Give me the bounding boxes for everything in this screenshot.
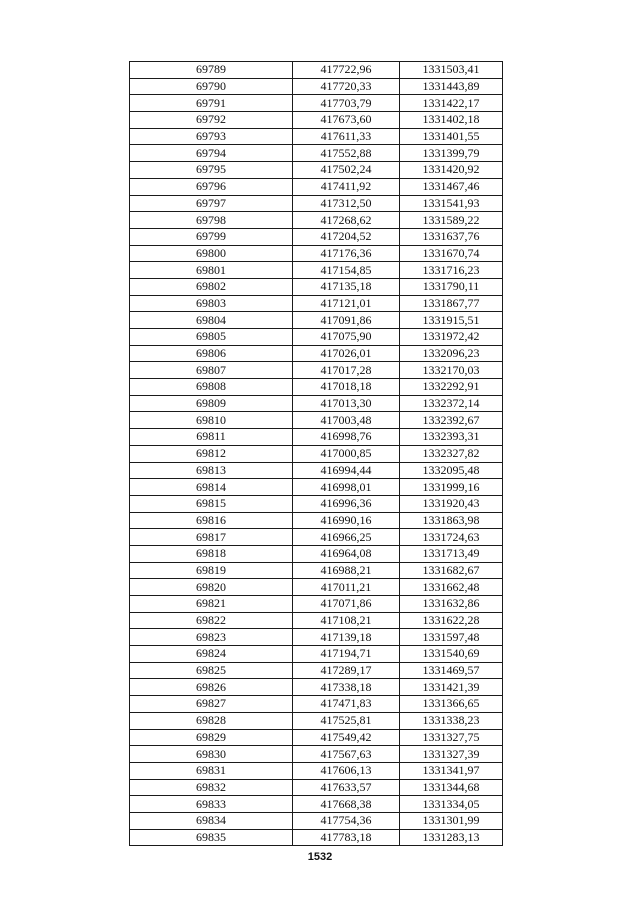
x-coordinate-cell: 417703,79 (293, 95, 400, 112)
y-coordinate-cell: 1331541,93 (400, 195, 503, 212)
x-coordinate-cell: 417471,83 (293, 696, 400, 713)
y-coordinate-cell: 1331540,69 (400, 646, 503, 663)
table-row (130, 145, 503, 162)
y-coordinate-cell: 1331334,05 (400, 796, 503, 813)
y-coordinate-cell: 1331662,48 (400, 579, 503, 596)
point-number-cell: 69789 (130, 62, 293, 79)
point-number-cell: 69827 (130, 696, 293, 713)
x-coordinate-cell: 417673,60 (293, 112, 400, 129)
table-row (130, 779, 503, 796)
y-coordinate-cell: 1331637,76 (400, 228, 503, 245)
point-number-cell: 69830 (130, 746, 293, 763)
y-coordinate-cell: 1332292,91 (400, 379, 503, 396)
point-number-cell: 69804 (130, 312, 293, 329)
point-number-cell: 69797 (130, 195, 293, 212)
x-coordinate-cell: 417783,18 (293, 829, 400, 846)
x-coordinate-cell: 417502,24 (293, 162, 400, 179)
table-row (130, 395, 503, 412)
x-coordinate-cell: 417289,17 (293, 662, 400, 679)
x-coordinate-cell: 417176,36 (293, 245, 400, 262)
y-coordinate-cell: 1331999,16 (400, 479, 503, 496)
table-row (130, 362, 503, 379)
table-row (130, 545, 503, 562)
table-row (130, 178, 503, 195)
y-coordinate-cell: 1331467,46 (400, 178, 503, 195)
y-coordinate-cell: 1331301,99 (400, 812, 503, 829)
y-coordinate-cell: 1332096,23 (400, 345, 503, 362)
x-coordinate-cell: 417108,21 (293, 612, 400, 629)
y-coordinate-cell: 1331338,23 (400, 712, 503, 729)
y-coordinate-cell: 1331713,49 (400, 545, 503, 562)
point-number-cell: 69800 (130, 245, 293, 262)
point-number-cell: 69812 (130, 445, 293, 462)
table-row (130, 712, 503, 729)
point-number-cell: 69814 (130, 479, 293, 496)
coordinates-table (129, 61, 503, 846)
x-coordinate-cell: 417121,01 (293, 295, 400, 312)
x-coordinate-cell: 417018,18 (293, 379, 400, 396)
point-number-cell: 69798 (130, 212, 293, 229)
y-coordinate-cell: 1331915,51 (400, 312, 503, 329)
table-row (130, 479, 503, 496)
table-row (130, 729, 503, 746)
y-coordinate-cell: 1331420,92 (400, 162, 503, 179)
y-coordinate-cell: 1331421,39 (400, 679, 503, 696)
table-row (130, 646, 503, 663)
point-number-cell: 69809 (130, 395, 293, 412)
x-coordinate-cell: 417312,50 (293, 195, 400, 212)
point-number-cell: 69808 (130, 379, 293, 396)
table-row (130, 162, 503, 179)
table-row (130, 245, 503, 262)
point-number-cell: 69831 (130, 762, 293, 779)
x-coordinate-cell: 417154,85 (293, 262, 400, 279)
x-coordinate-cell: 417754,36 (293, 812, 400, 829)
table-row (130, 812, 503, 829)
x-coordinate-cell: 417091,86 (293, 312, 400, 329)
table-row (130, 329, 503, 346)
y-coordinate-cell: 1332392,67 (400, 412, 503, 429)
point-number-cell: 69813 (130, 462, 293, 479)
y-coordinate-cell: 1331670,74 (400, 245, 503, 262)
x-coordinate-cell: 417003,48 (293, 412, 400, 429)
table-row (130, 462, 503, 479)
table-row (130, 345, 503, 362)
point-number-cell: 69829 (130, 729, 293, 746)
point-number-cell: 69832 (130, 779, 293, 796)
x-coordinate-cell: 417611,33 (293, 128, 400, 145)
table-row (130, 612, 503, 629)
table-row (130, 445, 503, 462)
table-row (130, 596, 503, 613)
table-row (130, 62, 503, 79)
table-row (130, 412, 503, 429)
y-coordinate-cell: 1331863,98 (400, 512, 503, 529)
point-number-cell: 69818 (130, 545, 293, 562)
table-row (130, 78, 503, 95)
point-number-cell: 69817 (130, 529, 293, 546)
y-coordinate-cell: 1331920,43 (400, 495, 503, 512)
x-coordinate-cell: 416998,01 (293, 479, 400, 496)
point-number-cell: 69822 (130, 612, 293, 629)
x-coordinate-cell: 417026,01 (293, 345, 400, 362)
table-row (130, 696, 503, 713)
x-coordinate-cell: 417268,62 (293, 212, 400, 229)
point-number-cell: 69821 (130, 596, 293, 613)
x-coordinate-cell: 417194,71 (293, 646, 400, 663)
point-number-cell: 69824 (130, 646, 293, 663)
x-coordinate-cell: 417668,38 (293, 796, 400, 813)
table-row (130, 796, 503, 813)
y-coordinate-cell: 1331422,17 (400, 95, 503, 112)
table-row (130, 662, 503, 679)
y-coordinate-cell: 1331366,65 (400, 696, 503, 713)
point-number-cell: 69811 (130, 429, 293, 446)
point-number-cell: 69805 (130, 329, 293, 346)
x-coordinate-cell: 416998,76 (293, 429, 400, 446)
point-number-cell: 69810 (130, 412, 293, 429)
table-row (130, 295, 503, 312)
x-coordinate-cell: 417075,90 (293, 329, 400, 346)
x-coordinate-cell: 417525,81 (293, 712, 400, 729)
y-coordinate-cell: 1332327,82 (400, 445, 503, 462)
y-coordinate-cell: 1331327,39 (400, 746, 503, 763)
table-row (130, 312, 503, 329)
y-coordinate-cell: 1331341,97 (400, 762, 503, 779)
x-coordinate-cell: 417071,86 (293, 596, 400, 613)
y-coordinate-cell: 1331716,23 (400, 262, 503, 279)
y-coordinate-cell: 1331401,55 (400, 128, 503, 145)
table-row (130, 429, 503, 446)
table-row (130, 829, 503, 846)
y-coordinate-cell: 1331402,18 (400, 112, 503, 129)
x-coordinate-cell: 417135,18 (293, 278, 400, 295)
x-coordinate-cell: 417549,42 (293, 729, 400, 746)
y-coordinate-cell: 1331632,86 (400, 596, 503, 613)
x-coordinate-cell: 417017,28 (293, 362, 400, 379)
y-coordinate-cell: 1331399,79 (400, 145, 503, 162)
x-coordinate-cell: 416994,44 (293, 462, 400, 479)
x-coordinate-cell: 416966,25 (293, 529, 400, 546)
x-coordinate-cell: 417567,63 (293, 746, 400, 763)
point-number-cell: 69792 (130, 112, 293, 129)
x-coordinate-cell: 416996,36 (293, 495, 400, 512)
point-number-cell: 69807 (130, 362, 293, 379)
table-row (130, 262, 503, 279)
point-number-cell: 69835 (130, 829, 293, 846)
point-number-cell: 69791 (130, 95, 293, 112)
y-coordinate-cell: 1331503,41 (400, 62, 503, 79)
x-coordinate-cell: 417633,57 (293, 779, 400, 796)
x-coordinate-cell: 416964,08 (293, 545, 400, 562)
table-row (130, 379, 503, 396)
x-coordinate-cell: 417013,30 (293, 395, 400, 412)
table-row (130, 128, 503, 145)
point-number-cell: 69795 (130, 162, 293, 179)
x-coordinate-cell: 417000,85 (293, 445, 400, 462)
point-number-cell: 69826 (130, 679, 293, 696)
y-coordinate-cell: 1331589,22 (400, 212, 503, 229)
point-number-cell: 69823 (130, 629, 293, 646)
y-coordinate-cell: 1331469,57 (400, 662, 503, 679)
point-number-cell: 69816 (130, 512, 293, 529)
x-coordinate-cell: 417204,52 (293, 228, 400, 245)
y-coordinate-cell: 1331790,11 (400, 278, 503, 295)
y-coordinate-cell: 1331682,67 (400, 562, 503, 579)
y-coordinate-cell: 1332095,48 (400, 462, 503, 479)
table-row (130, 529, 503, 546)
y-coordinate-cell: 1331724,63 (400, 529, 503, 546)
point-number-cell: 69828 (130, 712, 293, 729)
table-row (130, 579, 503, 596)
table-row (130, 228, 503, 245)
x-coordinate-cell: 417606,13 (293, 762, 400, 779)
table-row (130, 278, 503, 295)
table-row (130, 746, 503, 763)
table-row (130, 629, 503, 646)
coordinates-table-body (130, 62, 503, 846)
table-row (130, 762, 503, 779)
table-row (130, 112, 503, 129)
x-coordinate-cell: 417338,18 (293, 679, 400, 696)
point-number-cell: 69819 (130, 562, 293, 579)
table-row (130, 495, 503, 512)
y-coordinate-cell: 1331344,68 (400, 779, 503, 796)
x-coordinate-cell: 417552,88 (293, 145, 400, 162)
point-number-cell: 69815 (130, 495, 293, 512)
table-row (130, 562, 503, 579)
table-row (130, 512, 503, 529)
point-number-cell: 69803 (130, 295, 293, 312)
x-coordinate-cell: 417720,33 (293, 78, 400, 95)
y-coordinate-cell: 1331283,13 (400, 829, 503, 846)
point-number-cell: 69796 (130, 178, 293, 195)
table-row (130, 679, 503, 696)
point-number-cell: 69834 (130, 812, 293, 829)
y-coordinate-cell: 1331597,48 (400, 629, 503, 646)
y-coordinate-cell: 1331622,28 (400, 612, 503, 629)
point-number-cell: 69825 (130, 662, 293, 679)
page-number: 1532 (307, 851, 333, 863)
table-row (130, 195, 503, 212)
point-number-cell: 69794 (130, 145, 293, 162)
x-coordinate-cell: 416990,16 (293, 512, 400, 529)
y-coordinate-cell: 1332393,31 (400, 429, 503, 446)
y-coordinate-cell: 1332372,14 (400, 395, 503, 412)
x-coordinate-cell: 417411,92 (293, 178, 400, 195)
point-number-cell: 69820 (130, 579, 293, 596)
y-coordinate-cell: 1331443,89 (400, 78, 503, 95)
point-number-cell: 69833 (130, 796, 293, 813)
y-coordinate-cell: 1331327,75 (400, 729, 503, 746)
table-row (130, 95, 503, 112)
y-coordinate-cell: 1331867,77 (400, 295, 503, 312)
point-number-cell: 69793 (130, 128, 293, 145)
y-coordinate-cell: 1331972,42 (400, 329, 503, 346)
point-number-cell: 69802 (130, 278, 293, 295)
x-coordinate-cell: 417011,21 (293, 579, 400, 596)
point-number-cell: 69806 (130, 345, 293, 362)
point-number-cell: 69790 (130, 78, 293, 95)
x-coordinate-cell: 417722,96 (293, 62, 400, 79)
point-number-cell: 69801 (130, 262, 293, 279)
x-coordinate-cell: 417139,18 (293, 629, 400, 646)
y-coordinate-cell: 1332170,03 (400, 362, 503, 379)
table-row (130, 212, 503, 229)
point-number-cell: 69799 (130, 228, 293, 245)
x-coordinate-cell: 416988,21 (293, 562, 400, 579)
